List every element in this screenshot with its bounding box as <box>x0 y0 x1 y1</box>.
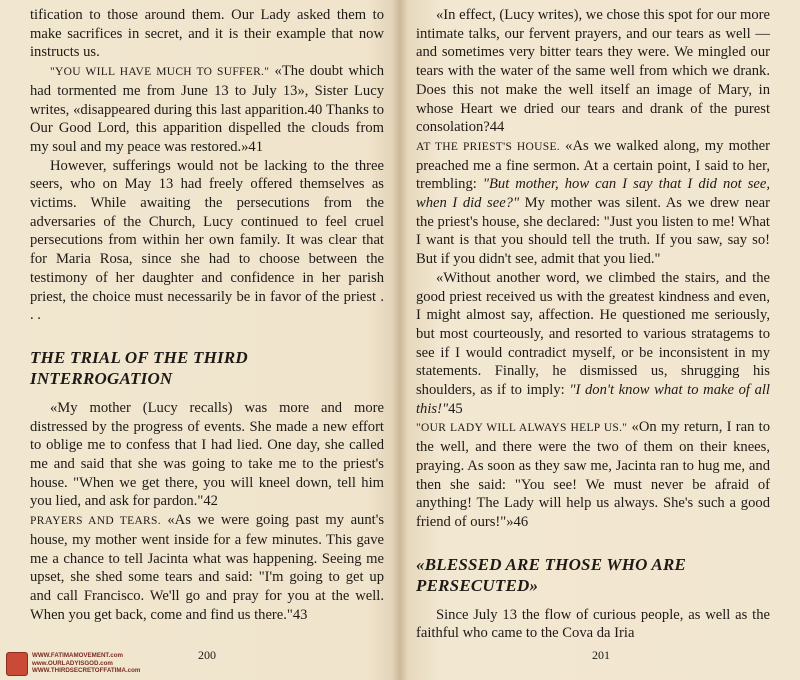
left-section-heading <box>30 347 384 389</box>
right-paragraph-2 <box>416 137 770 269</box>
left-paragraph-2-text: «The doubt which had tormented me from June 13 to July 13», Sister Lucy writes, «disappeared during this last apparition.40 Thanks to Our Good Lord, this apparition dispelled the clouds from my soul and my peace was restored.»41 <box>30 63 384 155</box>
page-number-left: 200 <box>198 648 216 662</box>
right-paragraph-4-text: «On my return, I ran to the well, and there were the two of them on their knees, praying. As soon as they saw me, Jacinta ran to hug me, and then she said: "You see! We must never be afraid of anything! The Lady will help us always. She's such a good friend of ours!"»46 <box>416 419 770 530</box>
watermark-lines <box>32 652 140 675</box>
right-paragraph-4-label: "OUR LADY WILL ALWAYS HELP US." <box>416 422 628 435</box>
right-paragraph-2-text-a: «As we walked along, my mother preached me a fine sermon. At a certain point, I said to her, trembling: <box>416 137 770 193</box>
shield-logo-icon <box>6 652 28 676</box>
left-heading-line-2: INTERROGATION <box>30 368 173 388</box>
left-page <box>30 6 384 646</box>
left-paragraph-5-label: PRAYERS AND TEARS. <box>30 515 161 528</box>
right-paragraph-2-label: AT THE PRIEST'S HOUSE. <box>416 140 560 153</box>
left-paragraph-2-label: "YOU WILL HAVE MUCH TO SUFFER." <box>50 66 270 79</box>
left-paragraph-2 <box>30 62 384 157</box>
right-paragraph-3 <box>416 269 770 419</box>
right-paragraph-4 <box>416 418 770 531</box>
left-paragraph-5 <box>30 511 384 624</box>
right-paragraph-3-text-a: «Without another word, we climbed the stairs, and the good priest received us with the greatest kindness and even, I might almost say, affection. He questioned me seriously, but most courteously, and resorted to various stratagems to see if I would contradict myself, or be inconsistent in my statements. Finally, he dismissed us, shrugging his shoulders, as if to imply: <box>416 269 770 399</box>
watermark-line-2: www.OURLADYISGOD.com <box>32 659 113 667</box>
right-paragraph-2-italic: "But mother, how can I say that I did not see, when I did see?" <box>416 176 771 212</box>
watermark-line-1: WWW.FATIMAMOVEMENT.com <box>32 652 123 659</box>
right-paragraph-3-note: 45 <box>448 400 463 417</box>
right-heading-line-2: PERSECUTED» <box>416 575 539 595</box>
left-paragraph-4: «My mother (Lucy recalls) was more and more distressed by the progress of events. She made a new effort to oblige me to confess that I had lied. One day, she called me and said that she was going to take me to the priest's house. "When we get there, you will kneel down, tell him you lied, and ask for pardon."42 <box>30 399 384 510</box>
right-paragraph-5: Since July 13 the flow of curious people, as well as the faithful who came to the Cova da Iria <box>416 606 770 642</box>
left-paragraph-3: However, sufferings would not be lacking to the three seers, who on May 13 had freely offered themselves as victims. While awaiting the persecutions from the adversaries of the Church, Lucy continued to feel cruel persecutions from within her own family. It was clear that for Maria Rosa, since she had to choose between the testimony of her daughter and confidence in her parish priest, the choice must necessarily be in favor of the priest . . . <box>30 157 384 324</box>
right-page <box>416 6 770 646</box>
left-heading-line-1: THE TRIAL OF THE THIRD <box>30 347 248 367</box>
left-paragraph-1: tification to those around them. Our Lady asked them to make sacrifices in secret, and it is their example that now instructs us. <box>30 7 384 61</box>
page-number-right: 201 <box>592 648 610 662</box>
watermark <box>6 652 196 676</box>
right-paragraph-1: «In effect, (Lucy writes), we chose this spot for our more intimate talks, our fervent prayers, and our tears as well — and sometimes very bitter tears they were. We mingled our tears with the water of the same well from which we drank. Does this not make the well itself an image of Mary, in whose Heart we dried our tears and drank of the purest consolation?44 <box>416 7 770 136</box>
right-heading-line-1: «BLESSED ARE THOSE WHO ARE <box>416 554 687 574</box>
right-paragraph-2-text-b: My mother was silent. As we drew near the priest's house, she declared: "Just you listen to me! What I want is that you should tell the truth. If you saw, say so! But if you didn't see, admit that you lied." <box>416 195 770 268</box>
watermark-line-3: WWW.THIRDSECRETOFFATIMA.com <box>32 667 141 675</box>
right-section-heading <box>416 554 770 596</box>
left-paragraph-5-text: «As we were going past my aunt's house, my mother went inside for a few minutes. This gave me a chance to tell Jacinta what was happening. Seeing me upset, she shed some tears and said: "I'm going to get up and call Francisco. We'll go and pray for you at the well. When you get back, come and find us there."43 <box>30 512 384 623</box>
right-paragraph-3-italic: "I don't know what to make of all this!" <box>416 382 770 417</box>
